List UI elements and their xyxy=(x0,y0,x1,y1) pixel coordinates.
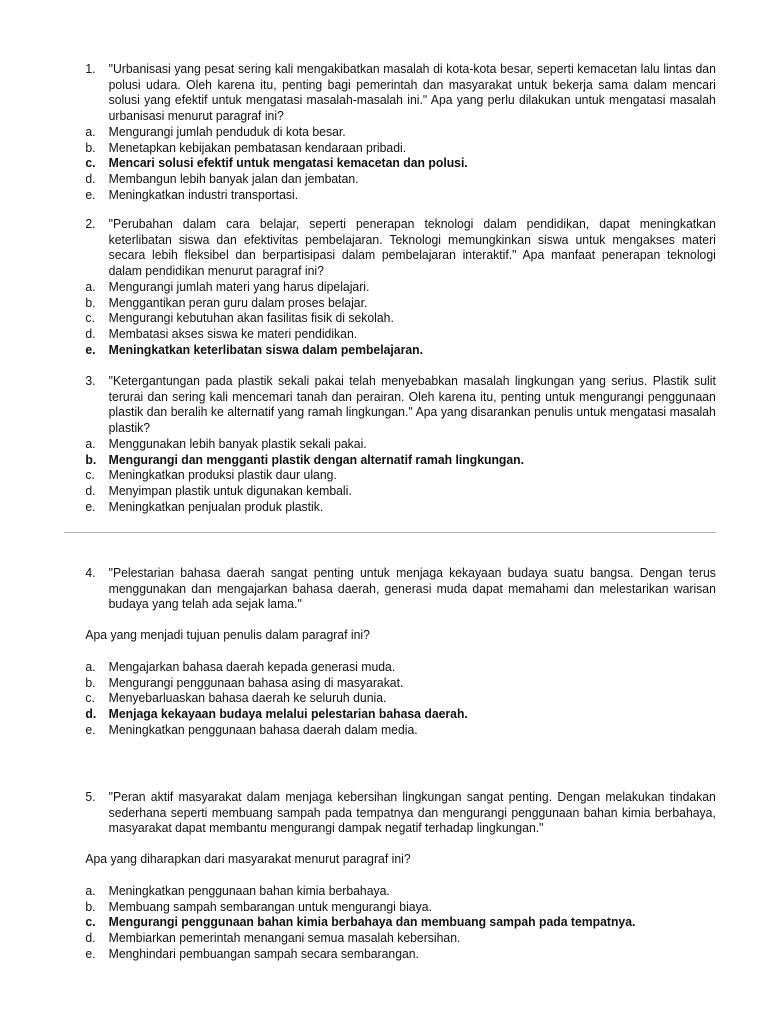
question-5 xyxy=(85,790,716,962)
question-number: 3. xyxy=(85,374,96,388)
option-b xyxy=(85,141,716,157)
option-e-correct xyxy=(85,343,716,359)
option-text: Membatasi akses siswa ke materi pendidikan. xyxy=(108,326,358,341)
answer-options xyxy=(85,660,716,739)
option-text: Mengurangi jumlah penduduk di kota besar. xyxy=(108,124,346,139)
answer-options xyxy=(85,437,716,516)
option-text: Mengajarkan bahasa daerah kepada generasi muda. xyxy=(108,659,396,674)
option-text: Mengurangi penggunaan bahasa asing di masyarakat. xyxy=(108,675,404,690)
option-b xyxy=(85,296,716,312)
option-letter: d. xyxy=(85,706,97,721)
option-c xyxy=(85,311,716,327)
question-prompt: Apa yang menjadi tujuan penulis dalam paragraf ini? xyxy=(85,628,370,643)
option-letter: c. xyxy=(85,915,96,930)
option-text: Mengurangi penggunaan bahan kimia berbahaya dan membuang sampah pada tempatnya. xyxy=(108,915,636,930)
option-text: Menggunakan lebih banyak plastik sekali pakai. xyxy=(108,436,367,451)
option-letter: a. xyxy=(85,436,96,451)
option-text: Mengurangi kebutuhan akan fasilitas fisik di sekolah. xyxy=(108,311,394,326)
question-3 xyxy=(85,374,716,515)
question-number: 5. xyxy=(85,790,96,804)
question-text: "Pelestarian bahasa daerah sangat penting untuk menjaga kekayaan budaya suatu bangsa. Dengan terus menggunakan dan mengajarkan bahasa daerah, generasi muda dapat memahami dan melestarikan warisan budaya yang telah ada sejak lama." xyxy=(108,566,716,612)
option-text: Membuang sampah sembarangan untuk mengurangi biaya. xyxy=(108,899,432,914)
option-a xyxy=(85,125,716,141)
option-c xyxy=(85,468,716,484)
option-letter: e. xyxy=(85,187,96,202)
option-c xyxy=(85,691,716,707)
option-a xyxy=(85,437,716,453)
option-letter: d. xyxy=(85,930,96,945)
option-text: Menetapkan kebijakan pembatasan kendaraan pribadi. xyxy=(108,140,407,155)
question-1 xyxy=(85,62,716,203)
option-text: Membiarkan pemerintah menangani semua masalah kebersihan. xyxy=(108,930,461,945)
option-letter: c. xyxy=(85,691,95,706)
question-text: "Urbanisasi yang pesat sering kali mengakibatkan masalah di kota-kota besar, seperti kemacetan lalu lintas dan polusi udara. Oleh karena itu, penting bagi pemerintah dan masyarakat untuk bekerja sama dalam mencari solusi yang efektif untuk mengatasi masalah-masalah ini." Apa yang perlu dilakukan untuk mengatasi masalah urbanisasi menurut paragraf ini? xyxy=(108,62,716,124)
option-letter: e. xyxy=(85,499,96,514)
question-text: "Perubahan dalam cara belajar, seperti penerapan teknologi dalam pendidikan, dapat meningkatkan keterlibatan siswa dan efektivitas pembelajaran. Teknologi memungkinkan siswa untuk mengakses materi secara lebih fleksibel dan berpartisipasi dalam pembelajaran interaktif." Apa manfaat penerapan teknologi dalam pendidikan menurut paragraf ini? xyxy=(108,217,716,279)
option-c-correct xyxy=(85,156,716,172)
option-e xyxy=(85,723,716,739)
option-b xyxy=(85,676,716,692)
option-text: Menggantikan peran guru dalam proses belajar. xyxy=(108,295,368,310)
option-letter: b. xyxy=(85,899,96,914)
option-c-correct xyxy=(85,915,716,931)
option-d xyxy=(85,172,716,188)
option-letter: a. xyxy=(85,659,96,674)
option-text: Menjaga kekayaan budaya melalui pelestarian bahasa daerah. xyxy=(108,706,468,721)
option-d xyxy=(85,931,716,947)
option-letter: e. xyxy=(85,722,96,737)
option-letter: b. xyxy=(85,452,97,467)
option-text: Menyebarluaskan bahasa daerah ke seluruh dunia. xyxy=(108,691,387,706)
option-a xyxy=(85,884,716,900)
question-number: 4. xyxy=(85,566,96,580)
option-letter: c. xyxy=(85,311,95,326)
option-text: Mengurangi dan mengganti plastik dengan alternatif ramah lingkungan. xyxy=(108,452,525,467)
question-stem xyxy=(85,217,716,280)
option-letter: b. xyxy=(85,675,96,690)
option-text: Meningkatkan penjualan produk plastik. xyxy=(108,499,324,514)
option-letter: d. xyxy=(85,171,96,186)
option-b-correct xyxy=(85,453,716,469)
option-d-correct xyxy=(85,707,716,723)
question-2 xyxy=(85,217,716,358)
question-stem xyxy=(85,62,716,125)
option-letter: a. xyxy=(85,279,96,294)
question-number: 1. xyxy=(85,62,96,76)
option-text: Meningkatkan keterlibatan siswa dalam pembelajaran. xyxy=(108,342,423,357)
option-e xyxy=(85,947,716,963)
option-text: Membangun lebih banyak jalan dan jembatan. xyxy=(108,171,359,186)
option-text: Meningkatkan penggunaan bahan kimia berbahaya. xyxy=(108,883,390,898)
option-e xyxy=(85,500,716,516)
option-d xyxy=(85,484,716,500)
question-stem xyxy=(85,374,716,437)
option-text: Meningkatkan penggunaan bahasa daerah dalam media. xyxy=(108,722,418,737)
option-b xyxy=(85,900,716,916)
option-letter: a. xyxy=(85,883,96,898)
option-letter: c. xyxy=(85,156,96,171)
option-letter: a. xyxy=(85,124,96,139)
question-4 xyxy=(85,566,716,738)
answer-options xyxy=(85,280,716,359)
option-e xyxy=(85,188,716,204)
question-text: "Ketergantungan pada plastik sekali pakai telah menyebabkan masalah lingkungan yang serius. Plastik sulit terurai dan sering kali mencemari tanah dan perairan. Oleh karena itu, penting untuk mengurangi penggunaan plastik dan beralih ke alternatif yang ramah lingkungan." Apa yang disarankan penulis untuk mengatasi masalah plastik? xyxy=(108,374,716,436)
option-a xyxy=(85,660,716,676)
option-letter: d. xyxy=(85,483,96,498)
option-text: Meningkatkan produksi plastik daur ulang. xyxy=(108,468,337,483)
option-text: Mengurangi jumlah materi yang harus dipelajari. xyxy=(108,279,370,294)
question-number: 2. xyxy=(85,217,96,231)
option-d xyxy=(85,327,716,343)
option-letter: b. xyxy=(85,140,96,155)
option-letter: b. xyxy=(85,295,96,310)
option-a xyxy=(85,280,716,296)
question-stem xyxy=(85,790,716,837)
option-letter: c. xyxy=(85,468,95,483)
answer-options xyxy=(85,125,716,204)
answer-options xyxy=(85,884,716,963)
option-text: Meningkatkan industri transportasi. xyxy=(108,187,299,202)
question-prompt: Apa yang diharapkan dari masyarakat menurut paragraf ini? xyxy=(85,852,411,867)
page-divider xyxy=(64,532,716,533)
question-text: "Peran aktif masyarakat dalam menjaga kebersihan lingkungan sangat penting. Dengan melakukan tindakan sederhana seperti membuang sampah pada tempatnya dan mengurangi penggunaan bahan kimia berbahaya, masyarakat dapat membantu mengurangi dampak negatif terhadap lingkungan." xyxy=(108,790,716,836)
question-stem xyxy=(85,566,716,613)
option-letter: d. xyxy=(85,326,96,341)
option-letter: e. xyxy=(85,946,96,961)
option-text: Menyimpan plastik untuk digunakan kembali. xyxy=(108,483,352,498)
option-letter: e. xyxy=(85,342,96,357)
option-text: Menghindari pembuangan sampah secara sembarangan. xyxy=(108,946,419,961)
option-text: Mencari solusi efektif untuk mengatasi kemacetan dan polusi. xyxy=(108,156,468,171)
